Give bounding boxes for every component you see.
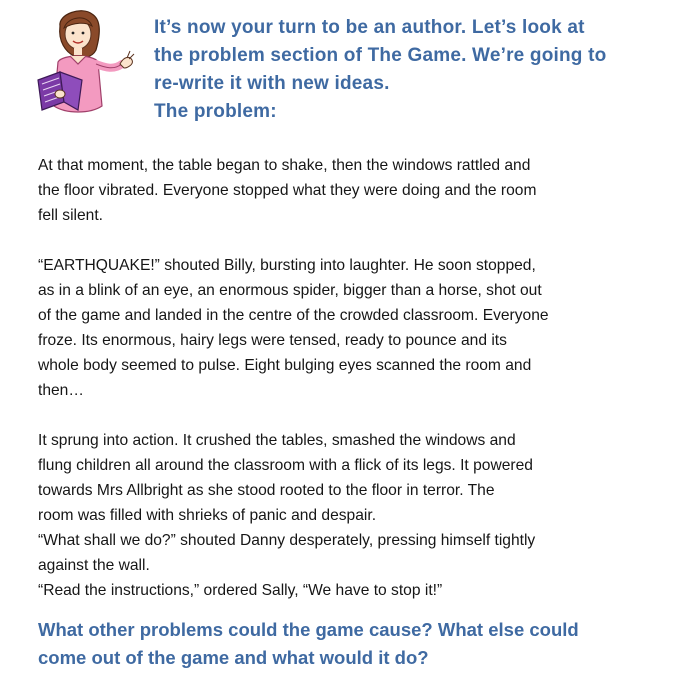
story-line: as in a blink of an eye, an enormous spider, bigger than a horse, shot out xyxy=(38,282,542,299)
story-text xyxy=(38,153,650,603)
story-line: flung children all around the classroom with a flick of its legs. It powered xyxy=(38,457,533,474)
story-line: fell silent. xyxy=(38,207,104,224)
story-line: room was filled with shrieks of panic and despair. xyxy=(38,507,377,524)
story-line: towards Mrs Allbright as she stood rooted to the floor in terror. The xyxy=(38,482,495,499)
story-line: “EARTHQUAKE!” shouted Billy, bursting into laughter. He soon stopped, xyxy=(38,257,536,274)
story-line: then… xyxy=(38,382,84,399)
intro-line: It’s now your turn to be an author. Let’s look at xyxy=(154,17,585,38)
story-line: “Read the instructions,” ordered Sally, “We have to stop it!” xyxy=(38,582,443,599)
paragraph-gap xyxy=(38,403,650,428)
intro-line: re-write it with new ideas. xyxy=(154,73,390,94)
story-line: At that moment, the table began to shake, then the windows rattled and xyxy=(38,157,531,174)
intro-heading xyxy=(154,14,666,126)
teacher-reading-book-icon xyxy=(30,6,150,124)
story-line: whole body seemed to pulse. Eight bulging eyes scanned the room and xyxy=(38,357,532,374)
story-line: “What shall we do?” shouted Danny desperately, pressing himself tightly xyxy=(38,532,536,549)
problem-label: The problem: xyxy=(154,101,277,122)
question-line: What other problems could the game cause? What else could xyxy=(38,619,579,640)
intro-line: the problem section of The Game. We’re going to xyxy=(154,45,607,66)
story-line: the floor vibrated. Everyone stopped what they were doing and the room xyxy=(38,182,537,199)
story-line: against the wall. xyxy=(38,557,150,574)
story-line: of the game and landed in the centre of the crowded classroom. Everyone xyxy=(38,307,549,324)
story-line: It sprung into action. It crushed the tables, smashed the windows and xyxy=(38,432,516,449)
story-line: froze. Its enormous, hairy legs were tensed, ready to pounce and its xyxy=(38,332,507,349)
question-prompt xyxy=(38,616,658,672)
paragraph-gap xyxy=(38,228,650,253)
question-line: come out of the game and what would it do? xyxy=(38,647,429,668)
